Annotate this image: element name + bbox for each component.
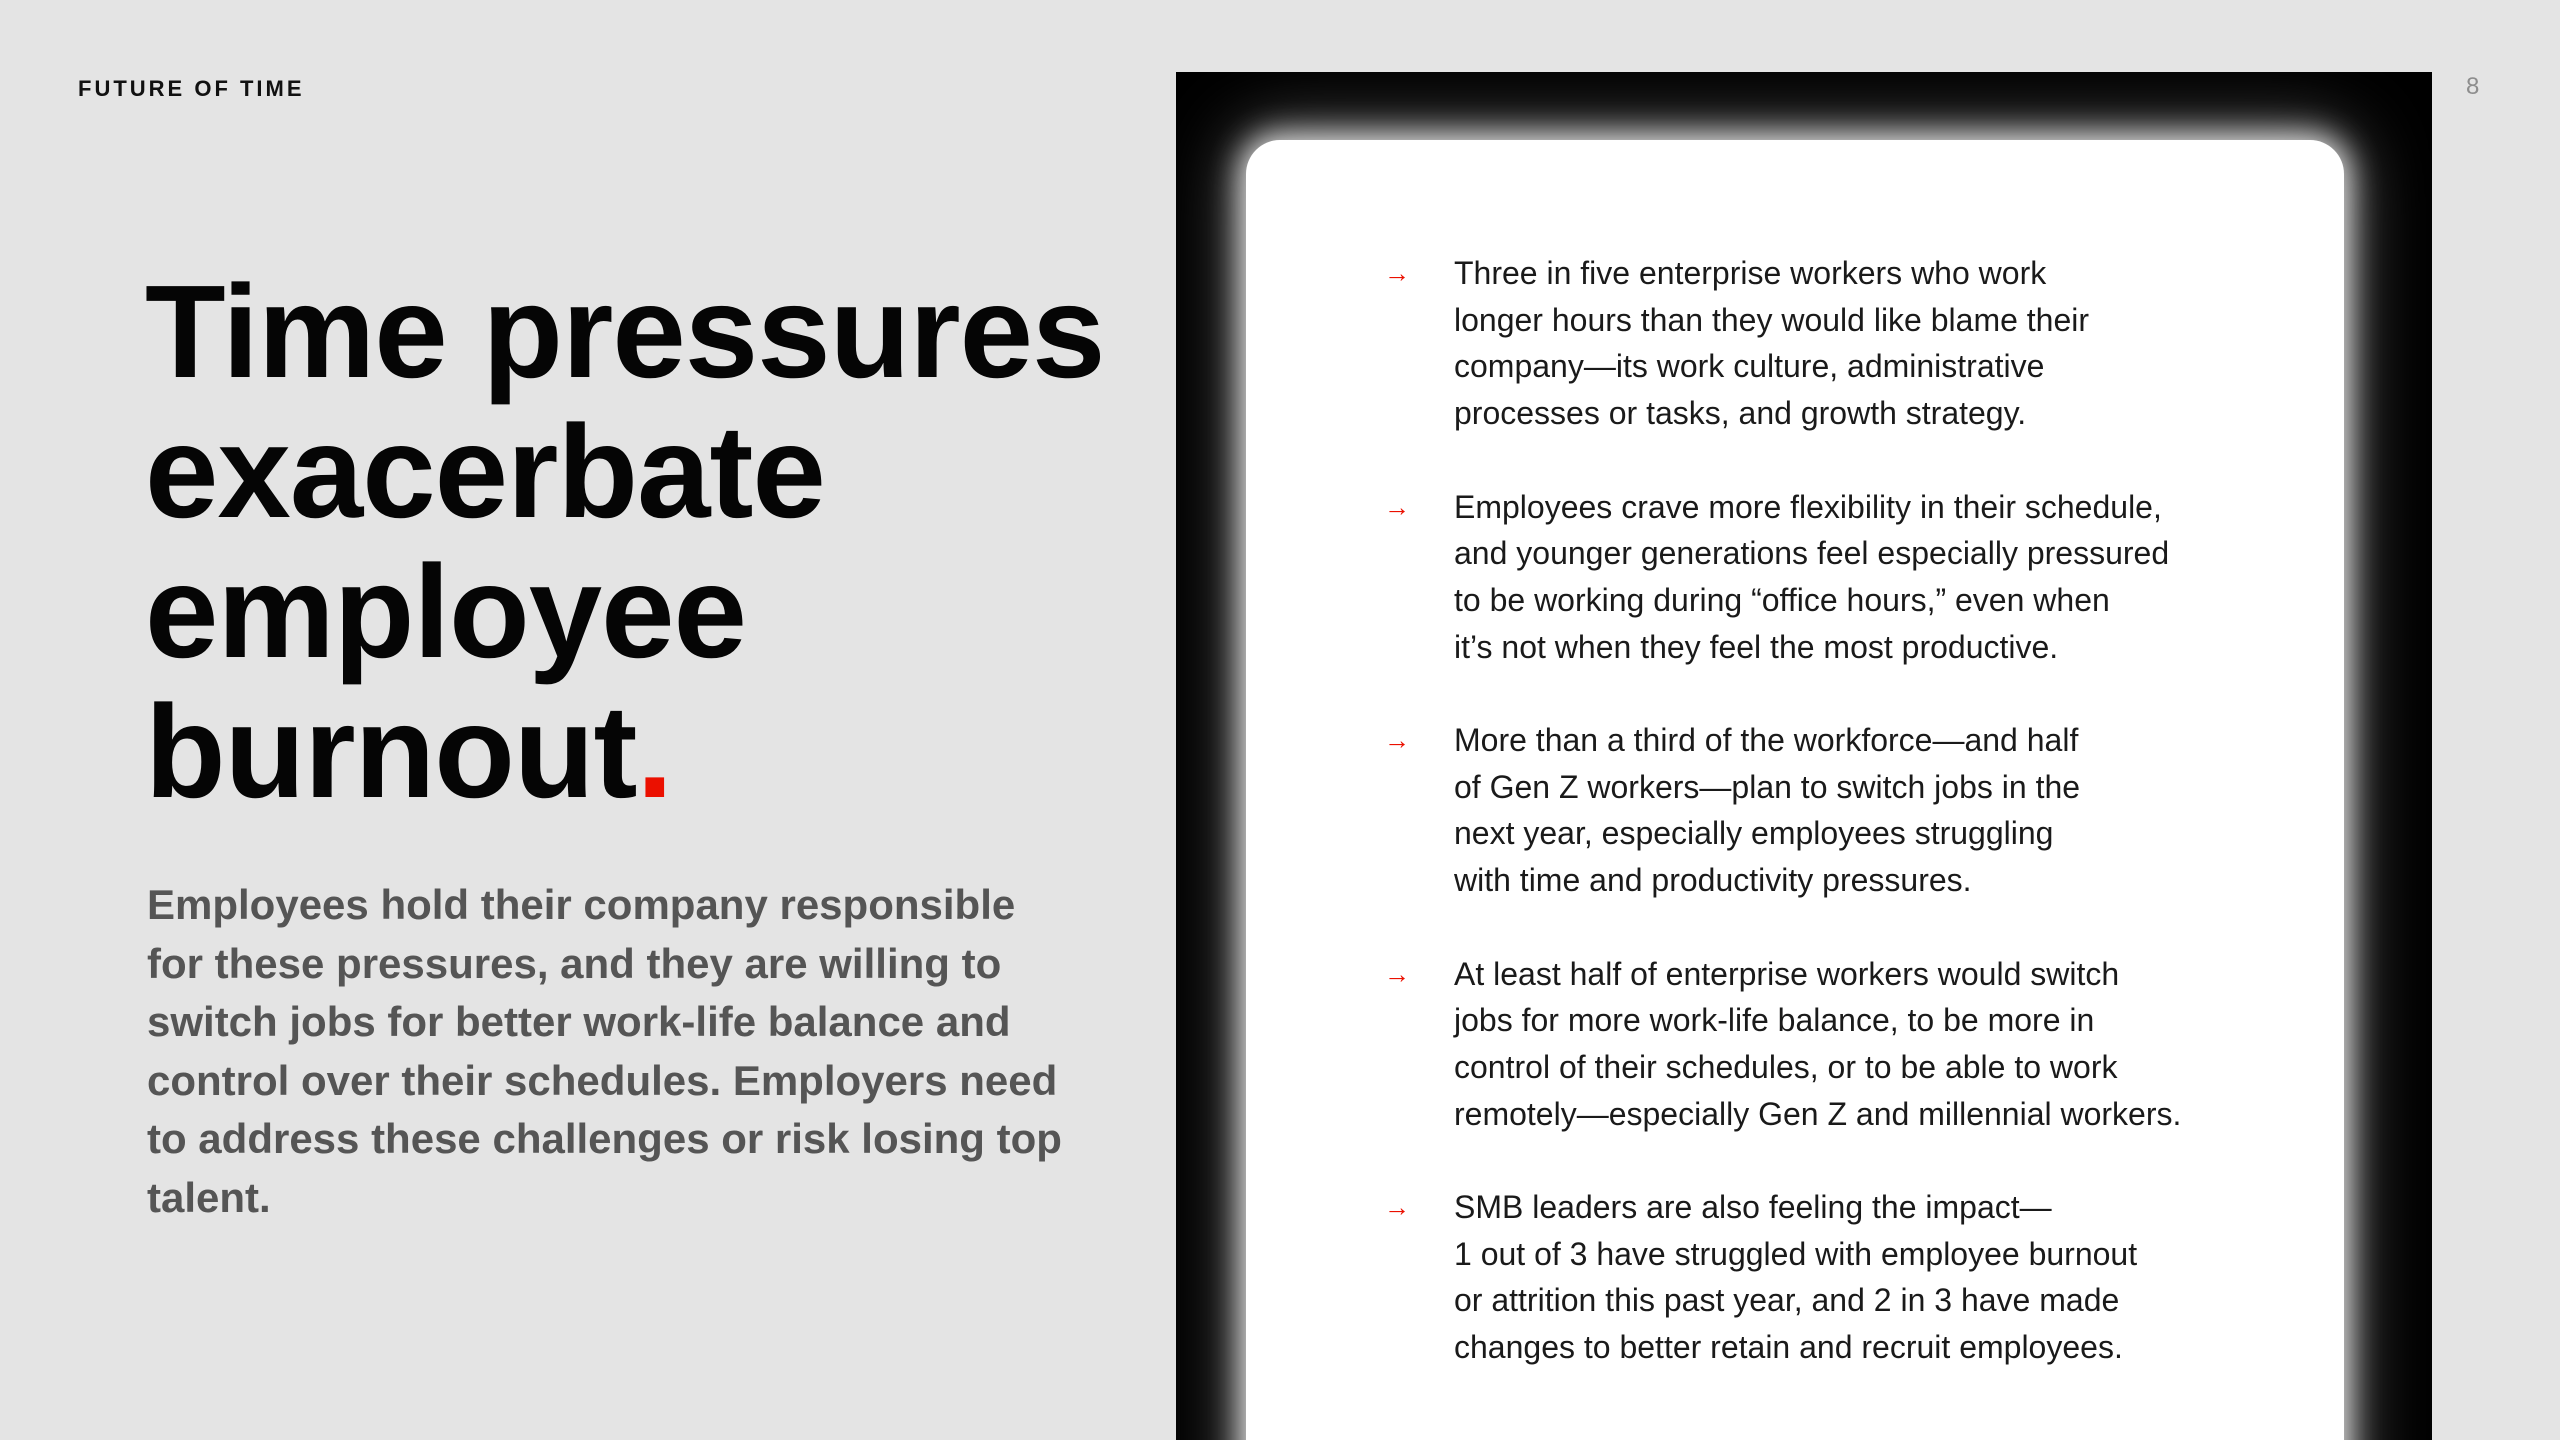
finding-line: Three in five enterprise workers who work: [1454, 255, 2047, 291]
finding-line: to be working during “office hours,” even when: [1454, 581, 2110, 618]
page-number: 8: [2466, 73, 2480, 100]
finding-text: [1454, 250, 2204, 437]
finding-line: company—its work culture, administrative: [1454, 348, 2045, 385]
arrow-right-icon: →: [1384, 725, 1410, 755]
findings-list: [1384, 250, 2204, 1418]
finding-text: [1454, 484, 2204, 671]
headline-line: burnout: [145, 678, 637, 825]
finding-text: [1454, 951, 2204, 1138]
finding-item: [1384, 717, 2204, 904]
finding-line: or attrition this past year, and 2 in 3 have made: [1454, 1282, 2120, 1319]
finding-line: SMB leaders are also feeling the impact—: [1454, 1189, 2052, 1225]
headline-line: employee: [145, 538, 746, 685]
finding-line: changes to better retain and recruit employees.: [1454, 1329, 2123, 1366]
finding-line: processes or tasks, and growth strategy.: [1454, 395, 2027, 432]
finding-line: with time and productivity pressures.: [1454, 862, 1972, 899]
arrow-right-icon: →: [1384, 258, 1410, 288]
finding-item: [1384, 1184, 2204, 1371]
finding-line: next year, especially employees struggling: [1454, 815, 2054, 852]
findings-card: [1246, 140, 2344, 1440]
headline-line: exacerbate: [145, 398, 825, 545]
finding-text: [1454, 717, 2204, 904]
finding-line: it’s not when they feel the most productive.: [1454, 628, 2059, 665]
finding-text: [1454, 1184, 2204, 1371]
brand-label: FUTURE OF TIME: [78, 76, 305, 101]
page-title: [145, 258, 1165, 825]
finding-line: Employees crave more flexibility in their schedule,: [1454, 488, 2162, 525]
finding-line: control of their schedules, or to be able to work: [1454, 1048, 2118, 1085]
finding-line: 1 out of 3 have struggled with employee burnout: [1454, 1235, 2138, 1272]
finding-line: longer hours than they would like blame their: [1454, 301, 2090, 338]
finding-line: jobs for more work-life balance, to be more in: [1454, 1002, 2095, 1039]
arrow-right-icon: →: [1384, 1192, 1410, 1222]
finding-line: and younger generations feel especially pressured: [1454, 535, 2170, 572]
finding-line: remotely—especially Gen Z and millennial workers.: [1454, 1095, 2182, 1132]
finding-line: of Gen Z workers—plan to switch jobs in the: [1454, 768, 2081, 805]
arrow-right-icon: →: [1384, 958, 1410, 989]
headline-line: Time pressures: [145, 258, 1105, 405]
finding-item: [1384, 484, 2204, 671]
arrow-right-icon: →: [1384, 491, 1410, 522]
finding-line: More than a third of the workforce—and half: [1454, 722, 2079, 758]
finding-item: [1384, 250, 2204, 437]
subhead-paragraph: Employees hold their company responsible for these pressures, and they are willing to switch jobs for better work-life balance and control over their schedules. Employers need to address these challenges or risk losing top talent.: [147, 881, 1062, 1221]
finding-line: At least half of enterprise workers would switch: [1454, 955, 2120, 992]
findings-panel: [1176, 72, 2432, 1440]
accent-dot: .: [636, 678, 673, 825]
finding-item: [1384, 951, 2204, 1138]
